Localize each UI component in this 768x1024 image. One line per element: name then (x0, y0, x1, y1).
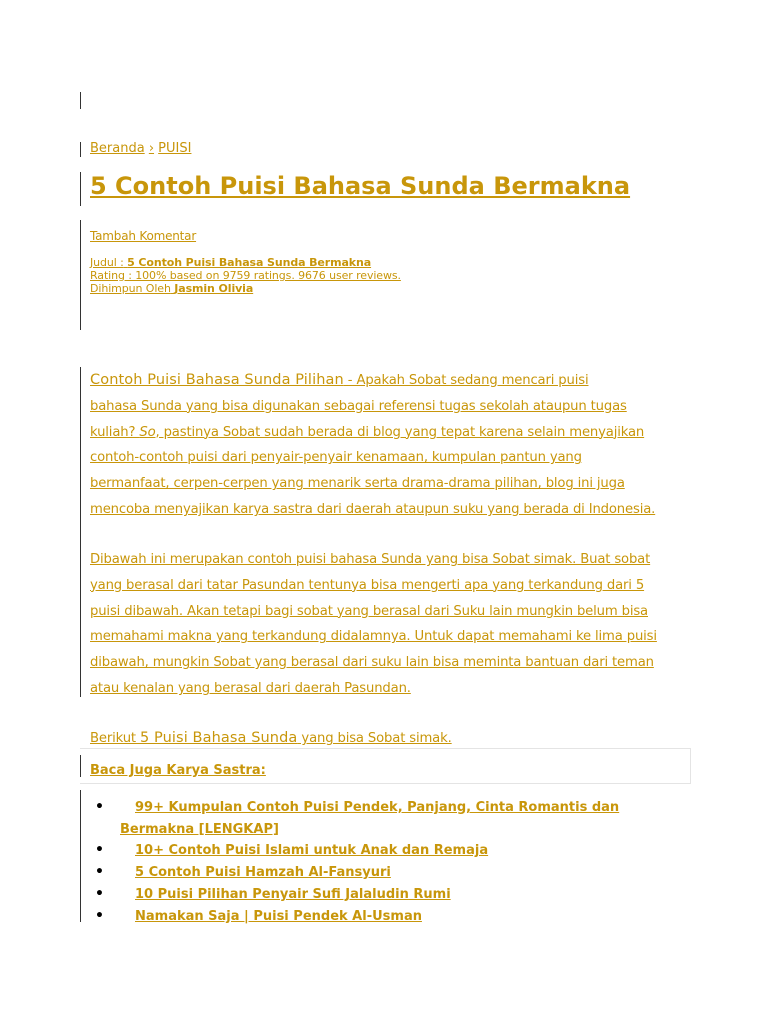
related-link-4[interactable]: 10 Puisi Pilihan Penyair Sufi Jalaludin Rumi (135, 886, 451, 902)
breadcrumb-separator: › (148, 141, 155, 156)
meta-title-row[interactable] (90, 256, 401, 269)
list-item[interactable] (90, 797, 650, 840)
para1-line-3-italic: So (139, 424, 156, 440)
baca-juga-heading[interactable]: Baca Juga Karya Sastra: (90, 763, 266, 778)
intro-paragraph[interactable] (90, 368, 690, 523)
para3-post: yang bisa Sobat simak. (297, 731, 452, 746)
second-paragraph[interactable] (90, 547, 690, 702)
left-rule-1 (80, 92, 81, 109)
para3-bold: 5 Puisi Bahasa Sunda (140, 730, 298, 746)
meta-rating[interactable]: Rating : 100% based on 9759 ratings. 9676 user reviews. (90, 269, 401, 282)
para1-line-4: contoh-contoh puisi dari penyair-penyair kenamaan, kumpulan pantun yang (90, 450, 582, 466)
para2-line-5: dibawah, mungkin Sobat yang berasal dari suku lain bisa meminta bantuan dari teman (90, 655, 654, 671)
para1-line-6: mencoba menyajikan karya sastra dari daerah ataupun suku yang berada di Indonesia. (90, 501, 656, 517)
para1-line-3-b: , pastinya Sobat sudah berada di blog yang tepat karena selain menyajikan (155, 424, 645, 440)
list-item[interactable] (90, 906, 650, 928)
para3-pre: Berikut (90, 731, 140, 746)
para1-line-3-a: kuliah? (90, 424, 140, 440)
para2-line-6: atau kenalan yang berasal dari daerah Pasundan. (90, 680, 411, 696)
post-title[interactable]: 5 Contoh Puisi Bahasa Sunda Bermakna (90, 172, 631, 200)
bullet-icon: • (95, 799, 104, 815)
left-rule-3 (80, 172, 81, 206)
meta-author-name: Jasmin Olivia (174, 282, 254, 295)
left-rule-2 (80, 142, 81, 157)
breadcrumb (90, 141, 191, 156)
related-link-2[interactable]: 10+ Contoh Puisi Islami untuk Anak dan Remaja (135, 843, 489, 859)
related-link-5[interactable]: Namakan Saja | Puisi Pendek Al-Usman (135, 908, 422, 924)
breadcrumb-home[interactable]: Beranda (90, 141, 145, 156)
related-link-3[interactable]: 5 Contoh Puisi Hamzah Al-Fansyuri (135, 865, 391, 881)
meta-title-label: Judul : (90, 256, 124, 269)
para2-line-4: memahami makna yang terkandung didalamnya. Untuk dapat memahami ke lima puisi (90, 629, 657, 645)
add-comment-link[interactable]: Tambah Komentar (90, 229, 197, 243)
intro-keyword: Contoh Puisi Bahasa Sunda Pilihan (90, 372, 344, 388)
left-rule-5 (80, 367, 81, 697)
para1-line-5: bermanfaat, cerpen-cerpen yang menarik serta drama-drama pilihan, blog ini juga (90, 476, 625, 492)
para2-line-2: yang berasal dari tatar Pasundan tentunya bisa mengerti apa yang terkandung dari 5 (90, 577, 645, 593)
bullet-icon: • (95, 842, 104, 859)
related-link-1[interactable]: 99+ Kumpulan Contoh Puisi Pendek, Panjang, Cinta Romantis dan (135, 800, 620, 815)
meta-author-label: Dihimpun Oleh (90, 282, 171, 295)
meta-author-row[interactable] (90, 282, 401, 295)
bullet-icon: • (95, 907, 104, 924)
bullet-icon: • (95, 864, 104, 881)
para2-line-1: Dibawah ini merupakan contoh puisi bahasa Sunda yang bisa Sobat simak. Buat sobat (90, 552, 651, 567)
related-links-list (90, 797, 650, 927)
post-meta (90, 256, 401, 295)
para1-line-1-rest: - Apakah Sobat sedang mencari puisi (343, 373, 589, 388)
breadcrumb-category[interactable]: PUISI (158, 141, 192, 156)
bullet-icon: • (95, 885, 104, 902)
meta-title-value: 5 Contoh Puisi Bahasa Sunda Bermakna (127, 256, 372, 269)
para2-line-3: puisi dibawah. Akan tetapi bagi sobat yang berasal dari Suku lain mungkin belum bisa (90, 603, 648, 619)
list-item[interactable] (90, 884, 650, 906)
left-rule-7 (80, 790, 81, 922)
list-item[interactable] (90, 862, 650, 884)
left-rule-4 (80, 220, 81, 330)
para1-line-1 (90, 368, 690, 394)
related-link-1-cont[interactable]: Bermakna [LENGKAP] (120, 821, 279, 837)
list-item[interactable] (90, 840, 650, 862)
para1-line-2: bahasa Sunda yang bisa digunakan sebagai referensi tugas sekolah ataupun tugas (90, 398, 627, 414)
para1-line-3 (90, 420, 690, 446)
